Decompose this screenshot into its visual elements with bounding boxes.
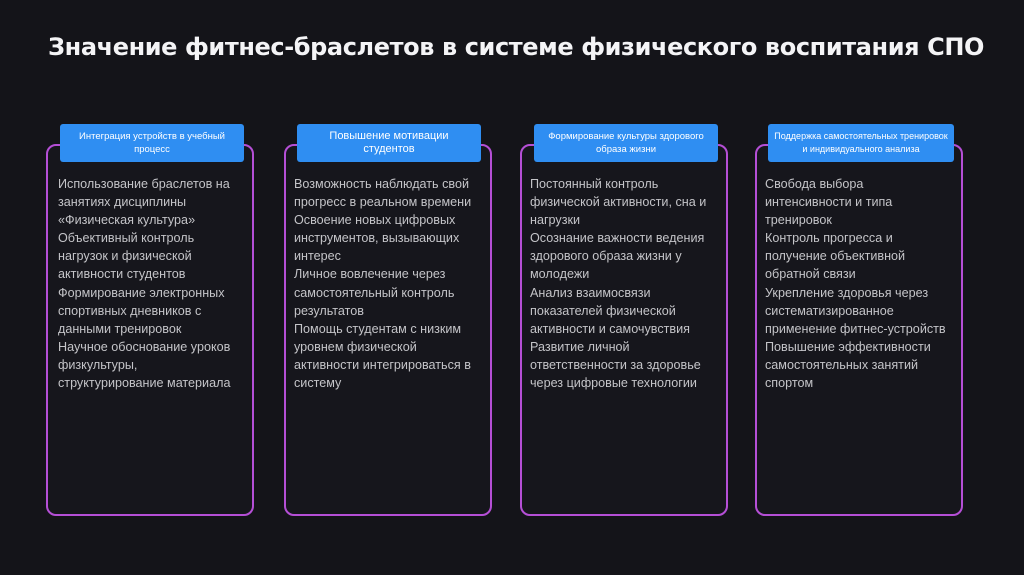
slide-title: Значение фитнес-браслетов в системе физического воспитания СПО	[48, 33, 985, 61]
card-heading-text: Поддержка самостоятельных тренировок и индивидуального анализа	[774, 131, 948, 154]
card-heading-independent-training	[768, 124, 954, 162]
card-body-student-motivation: Возможность наблюдать свой прогресс в реальном времени Освоение новых цифровых инструментов, вызывающих интерес Личное вовлечение через самостоятельный контроль результатов Помощь студентам с низким уровнем физической активности интегрироваться в систему	[294, 177, 472, 391]
card-heading-healthy-lifestyle	[534, 124, 718, 162]
card-heading-text: Повышение мотивации студентов	[329, 130, 449, 155]
card-heading-text: Формирование культуры здорового образа жизни	[548, 131, 704, 155]
card-body-independent-training: Свобода выбора интенсивности и типа тренировок Контроль прогресса и получение объективной обратной связи Укрепление здоровья через систематизированное применение фитнес-устройств Повышение эффективности самостоятельных занятий спортом	[765, 177, 946, 391]
card-heading-student-motivation	[297, 124, 481, 162]
card-body-device-integration: Использование браслетов на занятиях дисциплины «Физическая культура» Объективный контроль нагрузок и физической активности студентов Формирование электронных спортивных дневников с данными тренировок Научное обоснование уроков физкультуры, структурирование материала	[58, 177, 231, 391]
card-heading-text: Интеграция устройств в учебный процесс	[79, 131, 225, 155]
card-heading-device-integration	[60, 124, 244, 162]
card-body-healthy-lifestyle: Постоянный контроль физической активности, сна и нагрузки Осознание важности ведения здорового образа жизни у молодежи Анализ взаимосвязи показателей физической активности и самочувствия Развитие личной ответственности за здоровье через цифровые технологии	[530, 177, 707, 391]
